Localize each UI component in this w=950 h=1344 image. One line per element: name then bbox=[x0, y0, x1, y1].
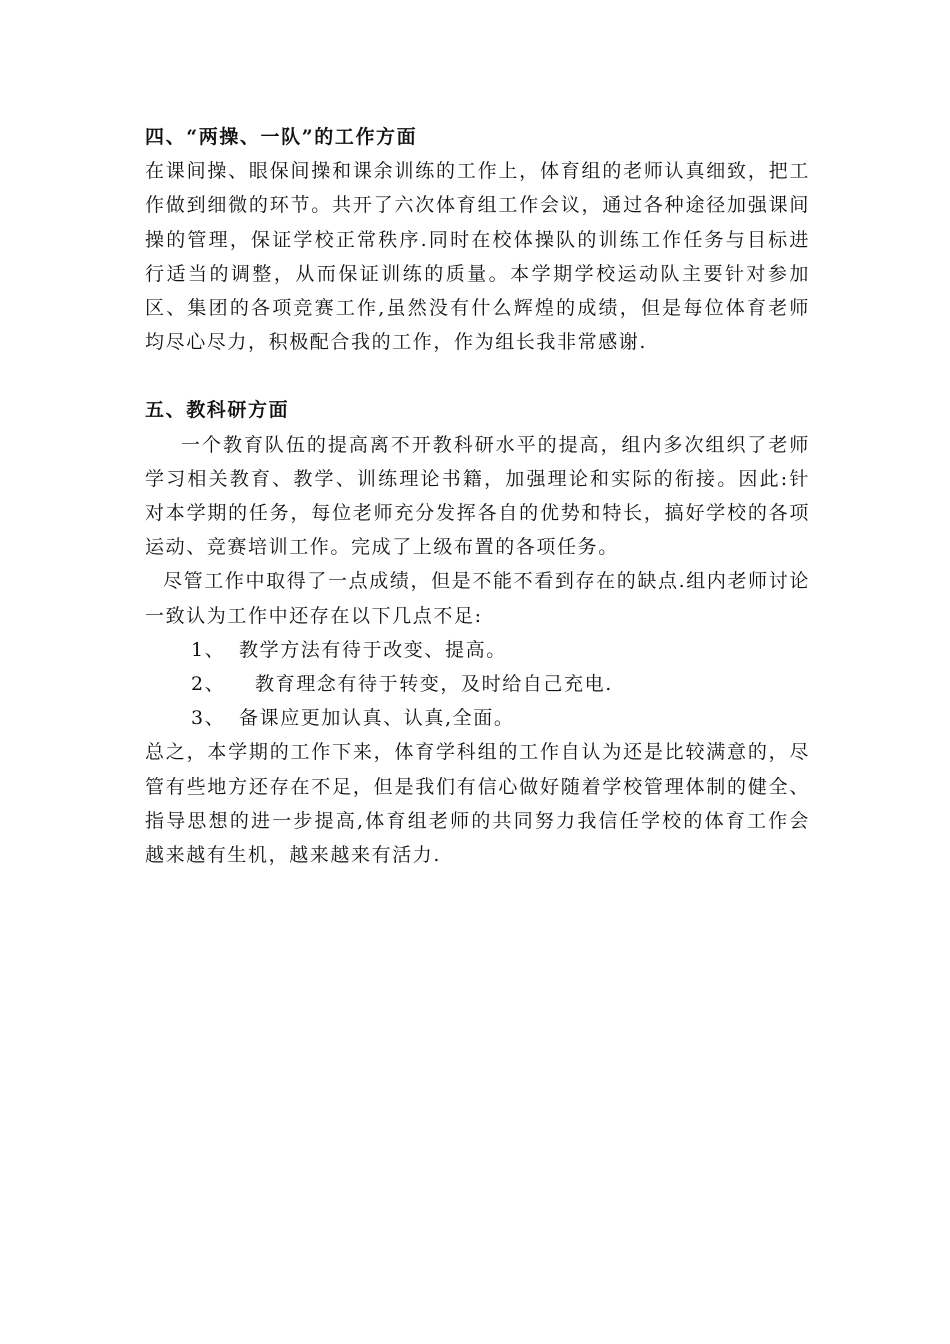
list-item bbox=[145, 667, 810, 701]
section-spacer bbox=[145, 359, 810, 393]
section-4-heading: 四、“两操、一队”的工作方面 bbox=[145, 126, 418, 148]
section-5-heading: 五、教科研方面 bbox=[145, 399, 290, 422]
section-4-paragraph: 在课间操、眼保间操和课余训练的工作上，体育组的老师认真细致，把工作做到细微的环节。共开了六次体育组工作会议，通过各种途径加强课间操的管理，保证学校正常秩序.同时在校体操队的训练工作任务与目标进行适当的调整，从而保证训练的质量。本学期学校运动队主要针对参加区、集团的各项竞赛工作,虽然没有什么辉煌的成绩，但是每位体育老师均尽心尽力，积极配合我的工作，作为组长我非常感谢. bbox=[145, 160, 810, 354]
list-item bbox=[145, 633, 810, 667]
list-item-number: 1、 bbox=[191, 638, 226, 661]
list-item bbox=[145, 701, 810, 735]
conclusion-paragraph: 总之，本学期的工作下来，体育学科组的工作自认为还是比较满意的，尽管有些地方还存在不足，但是我们有信心做好随着学校管理体制的健全、指导思想的进一步提高,体育组老师的共同努力我信任学校的体育工作会越来越有生机，越来越来有活力. bbox=[145, 741, 810, 867]
list-item-number: 2、 bbox=[191, 673, 226, 696]
list-item-number: 3、 bbox=[191, 707, 226, 730]
list-item-text: 教学方法有待于改变、提高。 bbox=[239, 638, 507, 661]
list-item-text: 备课应更加认真、认真,全面。 bbox=[239, 707, 515, 730]
list-item-text: 教育理念有待于转变，及时给自己充电. bbox=[255, 673, 613, 696]
document-page bbox=[145, 120, 810, 872]
section-5-paragraph-1: 一个教育队伍的提高离不开教科研水平的提高，组内多次组织了老师学习相关教育、教学、训练理论书籍，加强理论和实际的衔接。因此:针对本学期的任务，每位老师充分发挥各自的优势和特长，搞好学校的各项运动、竞赛培训工作。完成了上级布置的各项任务。 bbox=[145, 433, 810, 559]
section-5-paragraph-2: 尽管工作中取得了一点成绩，但是不能不看到存在的缺点.组内老师讨论一致认为工作中还存在以下几点不足: bbox=[145, 570, 810, 627]
